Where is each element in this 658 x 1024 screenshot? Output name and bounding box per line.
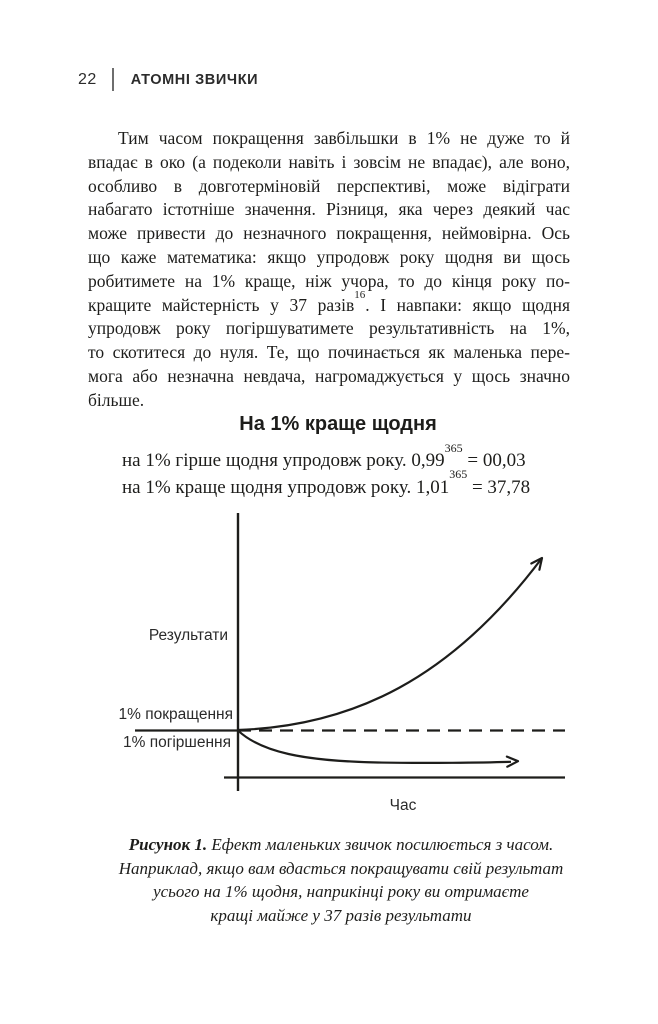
text-segment: = 37,78 — [467, 476, 531, 498]
page-header — [78, 68, 258, 91]
text-segment: . І навпаки: якщо щодня — [365, 294, 570, 315]
caption-line — [73, 880, 609, 904]
book-title: АТОМНІ ЗВИЧКИ — [130, 71, 259, 88]
header-divider — [112, 68, 114, 91]
text-segment: мога або незначна невдача, нагромаджується у щось значно — [88, 365, 570, 386]
text-segment: на 1% краще щодня упродовж року. — [122, 476, 416, 498]
paragraph-line — [88, 198, 570, 222]
superscript: 365 — [449, 467, 468, 482]
text-segment: Рисунок 1. — [128, 835, 208, 854]
paragraph-line — [88, 288, 570, 318]
text-segment: може привести до незначного покращення, неймовірна. Ось — [88, 223, 570, 244]
formula-line — [122, 467, 531, 502]
text-segment: Наприклад, якщо вам вдасться покращувати свій результат — [118, 858, 564, 878]
paragraph-line — [88, 127, 570, 151]
paragraph-line — [88, 317, 570, 341]
formula-line — [122, 440, 530, 475]
paragraph-line — [88, 389, 570, 413]
paragraph-line — [88, 341, 570, 365]
improvement-label: 1% покращення — [118, 706, 233, 723]
paragraph-line — [88, 151, 570, 175]
text-segment: то скотитеся до нуля. Те, що починається як маленька пере- — [88, 342, 570, 363]
figure-heading: На 1% краще щодня — [239, 413, 437, 435]
growth-curve — [238, 558, 542, 730]
text-segment: кращі майже у 37 разів результати — [210, 905, 472, 925]
text-segment: що каже математика: якщо упродовж року щодня ви щось — [88, 246, 570, 267]
text-segment: = 00,03 — [462, 450, 526, 471]
text-segment: 1,01 — [415, 476, 450, 498]
page-number: 22 — [78, 70, 97, 88]
text-segment: робитимете на 1% краще, ніж учора, то до кінця року по- — [88, 270, 570, 291]
text-segment: впадає в око (а подеколи навіть і зовсім не впадає), але воно, — [88, 151, 570, 172]
text-segment: більше. — [88, 389, 145, 410]
text-segment: на 1% гірше щодня упродовж року. — [122, 450, 412, 471]
paragraph-line — [88, 175, 570, 199]
figure-caption — [73, 833, 609, 927]
text-segment: набагато істотніше значення. Різниця, яка через деякий час — [88, 199, 570, 220]
text-segment: Тим часом покращення завбільшки в 1% не дуже то й — [118, 128, 570, 148]
x-axis-label: Час — [389, 797, 417, 814]
text-segment: 0,99 — [411, 450, 445, 471]
habits-chart — [95, 505, 570, 817]
paragraph-line — [88, 222, 570, 246]
paragraph-line — [88, 365, 570, 389]
caption-line — [73, 904, 609, 928]
caption-line — [73, 857, 609, 881]
text-segment: особливо в довготерміновій перспективі, може відіграти — [88, 175, 570, 196]
text-segment: усього на 1% щодня, наприкінці року ви отримаєте — [153, 882, 529, 901]
formula-block — [122, 440, 531, 501]
superscript: 365 — [444, 440, 463, 455]
paragraph-line — [88, 246, 570, 270]
caption-line — [73, 833, 609, 857]
superscript: 16 — [354, 288, 366, 301]
y-axis-label: Результати — [148, 627, 228, 644]
body-paragraph — [88, 127, 570, 413]
decay-curve — [238, 731, 511, 763]
text-segment: Ефект маленьких звичок посилюється з часом. — [207, 835, 554, 854]
text-segment: кращите майстерність у 37 разів — [88, 294, 355, 315]
paragraph-line — [88, 270, 570, 294]
text-segment: упродовж року погіршуватимете результативність на 1%, — [88, 318, 570, 339]
decline-label: 1% погіршення — [122, 734, 231, 751]
